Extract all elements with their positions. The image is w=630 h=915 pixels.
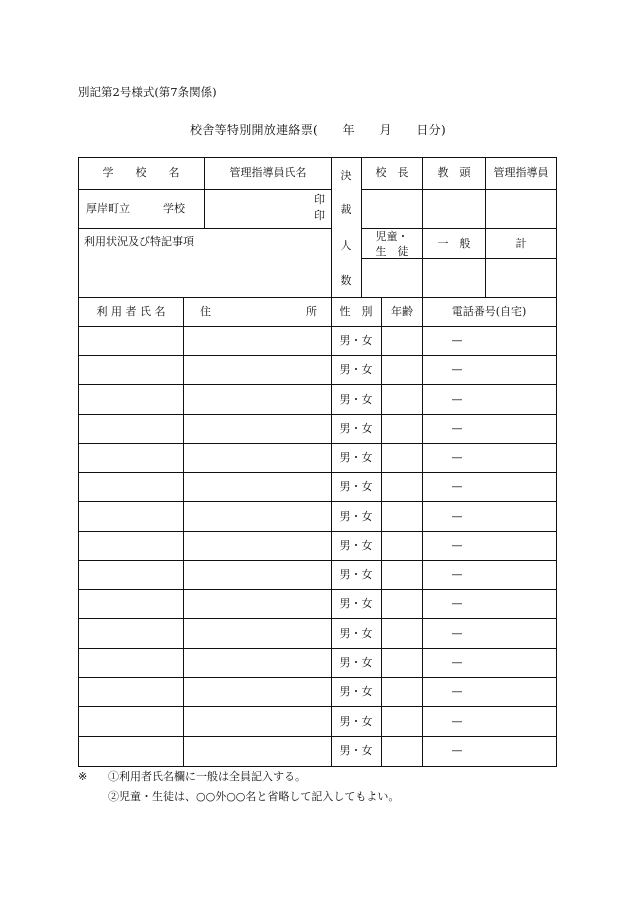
user-name-header: 利 用 者 氏 名	[96, 305, 166, 318]
row-phone: —	[451, 451, 463, 464]
row-phone: —	[451, 568, 463, 581]
school-name-value: 厚岸町立 学校	[86, 202, 185, 215]
row-phone: —	[451, 715, 463, 728]
note-1: ①利用者氏名欄に一般は全員記入する。	[108, 770, 306, 783]
row-gender: 男・女	[339, 422, 373, 435]
row-gender: 男・女	[339, 393, 373, 406]
row-gender: 男・女	[339, 597, 373, 610]
students-label-2: 生 徒	[375, 245, 409, 258]
row-phone: —	[451, 539, 463, 552]
row-gender: 男・女	[339, 715, 373, 728]
address-header-1: 住	[200, 305, 211, 318]
row-phone: —	[451, 510, 463, 523]
row-phone: —	[451, 744, 463, 757]
seal-mark-1: 印	[314, 193, 325, 206]
note-2: ②児童・生徒は、○○外○○名と省略して記入してもよい。	[108, 790, 400, 803]
row-phone: —	[451, 627, 463, 640]
vice-principal-header: 教 頭	[437, 166, 471, 179]
address-header-2: 所	[306, 305, 317, 318]
row-gender: 男・女	[339, 334, 373, 347]
form-title: 校舎等特別開放連絡票( 年 月 日分)	[190, 123, 446, 137]
students-label-1: 児童・	[375, 230, 409, 243]
row-gender: 男・女	[339, 363, 373, 376]
row-gender: 男・女	[339, 656, 373, 669]
row-phone: —	[451, 363, 463, 376]
principal-header: 校 長	[375, 166, 409, 179]
row-phone: —	[451, 422, 463, 435]
row-phone: —	[451, 334, 463, 347]
seal-mark-2: 印	[314, 209, 325, 222]
general-label: 一 般	[437, 237, 471, 250]
manager-header: 管理指導員	[493, 166, 549, 179]
row-gender: 男・女	[339, 568, 373, 581]
note-mark: ※	[78, 770, 88, 783]
row-phone: —	[451, 480, 463, 493]
row-gender: 男・女	[339, 539, 373, 552]
row-phone: —	[451, 656, 463, 669]
manager-name-header: 管理指導員氏名	[229, 166, 307, 179]
row-gender: 男・女	[339, 451, 373, 464]
total-label: 計	[515, 237, 527, 250]
school-name-header: 学 校 名	[102, 166, 180, 179]
age-header: 年齢	[391, 305, 413, 318]
row-phone: —	[451, 597, 463, 610]
row-phone: —	[451, 685, 463, 698]
row-gender: 男・女	[339, 685, 373, 698]
row-gender: 男・女	[339, 627, 373, 640]
gender-header: 性 別	[339, 305, 373, 318]
people-count-label-2: 数	[340, 274, 352, 287]
row-gender: 男・女	[339, 510, 373, 523]
usage-notes-label: 利用状況及び特記事項	[84, 235, 194, 248]
people-count-label-1: 人	[340, 239, 352, 252]
phone-header: 電話番号(自宅)	[451, 305, 527, 318]
row-gender: 男・女	[339, 480, 373, 493]
row-phone: —	[451, 393, 463, 406]
row-gender: 男・女	[339, 744, 373, 757]
approval-label-1: 決	[340, 169, 352, 182]
approval-label-2: 裁	[340, 203, 352, 216]
form-reference: 別記第2号様式(第7条関係)	[78, 85, 217, 99]
